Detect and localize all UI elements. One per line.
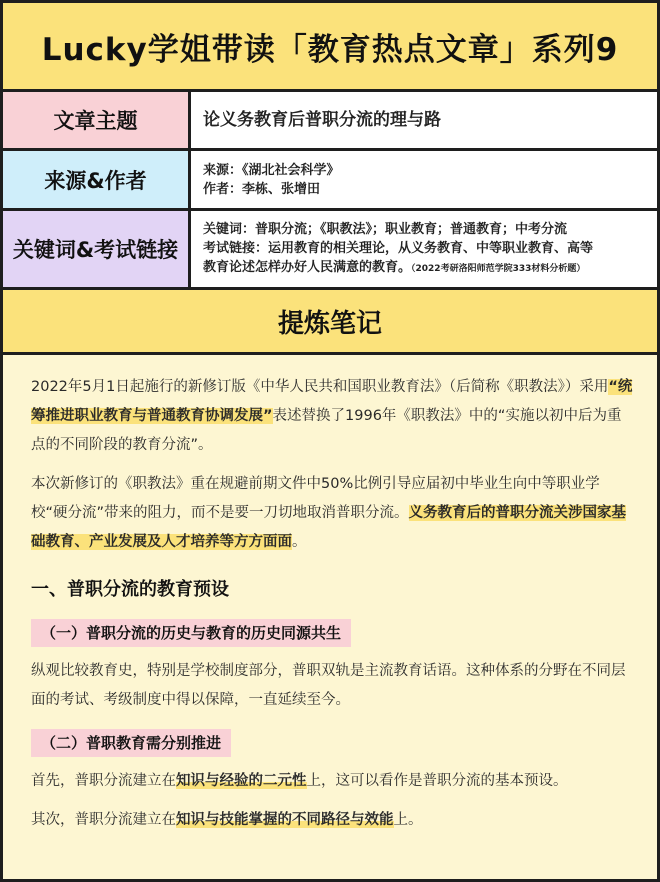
source-label: 来源&作者 (3, 151, 191, 208)
topic-value (191, 92, 657, 148)
notes-body (3, 355, 657, 835)
p1-text-b: 表述替换了1996年《职教法》中的“实施以初中后为重点的不同阶段的教育分流”。 (31, 408, 622, 453)
p4-highlight: 知识与经验的二元性 (176, 773, 307, 789)
p2-text-a: 本次新修订的《职教法》重在规避前期文件中50%比例引导应届初中毕业生向中等职业学校“硬分流”带来的阻力，而不是要一刀切地取消普职分流。 (31, 476, 600, 521)
author-line: 作者：李栋、张增田 (203, 181, 321, 197)
exam-line-2: 教育论述怎样办好人民满意的教育。 (203, 259, 412, 275)
source-row (3, 151, 657, 211)
topic-row (3, 92, 657, 151)
source-line: 来源：《湖北社会科学》 (203, 162, 340, 178)
paragraph-2 (31, 470, 635, 557)
subsection-2-heading: （二）普职教育需分别推进 (31, 729, 231, 757)
section-1-heading: 一、普职分流的教育预设 (31, 579, 229, 600)
p2-text-b: 。 (292, 534, 307, 550)
paragraph-4 (31, 767, 635, 796)
p5-highlight: 知识与技能掌握的不同路径与效能 (176, 812, 394, 828)
keywords-row (3, 211, 657, 290)
keywords-line: 关键词：普职分流；《职教法》；职业教育；普通教育；中考分流 (203, 221, 568, 237)
keywords-label: 关键词&考试链接 (3, 211, 191, 287)
source-value (191, 151, 657, 208)
p4-text-b: 上，这可以看作是普职分流的基本预设。 (306, 773, 568, 789)
exam-note: （2022考研洛阳师范学院333材料分析题） (411, 263, 586, 274)
p1-highlight: “统筹推进职业教育与普通教育协调发展” (31, 379, 633, 424)
title-bar (3, 3, 657, 92)
topic-text: 论义务教育后普职分流的理与路 (203, 109, 441, 130)
exam-line-1: 考试链接：运用教育的相关理论，从义务教育、中等职业教育、高等 (203, 240, 594, 256)
notes-heading-bar (3, 290, 657, 355)
paragraph-1 (31, 373, 635, 460)
exam-line-2-wrap (203, 258, 645, 279)
topic-label: 文章主题 (3, 92, 191, 148)
p4-text-a: 首先，普职分流建立在 (31, 773, 176, 789)
subsection-1-heading: （一）普职分流的历史与教育的历史同源共生 (31, 619, 351, 647)
p1-text-a: 2022年5月1日起施行的新修订版《中华人民共和国职业教育法》（后简称《职教法》）采用 (31, 379, 609, 395)
p5-text-b: 上。 (393, 812, 423, 828)
p5-text-a: 其次，普职分流建立在 (31, 812, 176, 828)
paragraph-5 (31, 806, 635, 835)
page-title: Lucky学姐带读「教育热点文章」系列9 (41, 31, 619, 68)
notes-heading: 提炼笔记 (277, 308, 382, 339)
p2-highlight: 义务教育后的普职分流关涉国家基础教育、产业发展及人才培养等方方面面 (31, 505, 627, 550)
keywords-value (191, 211, 657, 287)
paragraph-3: 纵观比较教育史，特别是学校制度部分，普职双轨是主流教育话语。这种体系的分野在不同层面的考试、考级制度中得以保障，一直延续至今。 (31, 663, 626, 708)
